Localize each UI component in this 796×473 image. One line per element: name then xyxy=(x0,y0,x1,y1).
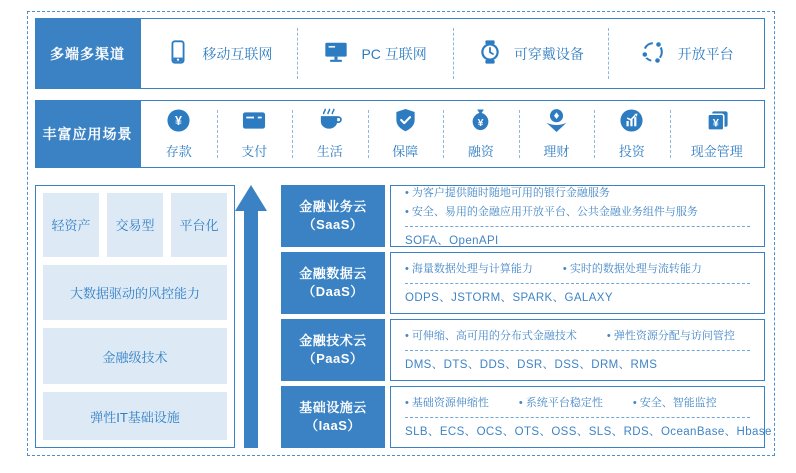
cloud-abbr: （PaaS） xyxy=(302,351,364,366)
scenario-item-deposit xyxy=(141,101,217,167)
dashed-divider xyxy=(405,226,750,227)
tech-products: DMS、DTS、DDS、DSR、DSS、DRM、RMS xyxy=(405,358,658,371)
channel-item-pc xyxy=(297,19,453,88)
cloud-name: 基础设施云 xyxy=(299,399,367,415)
cloud-row-daas xyxy=(281,252,765,314)
cloud-label-saas xyxy=(281,185,385,247)
cloud-abbr: （SaaS） xyxy=(302,217,364,232)
bullet-group xyxy=(405,185,750,221)
dashed-divider xyxy=(405,417,750,418)
tech-products: SLB、ECS、OCS、OTS、OSS、SLS、RDS、OceanBase、Hbase xyxy=(405,425,772,438)
scenario-label: 理财 xyxy=(543,144,570,159)
cloud-row-saas xyxy=(281,185,765,247)
scenarios-band xyxy=(35,100,765,168)
dashed-divider xyxy=(405,283,750,284)
capabilities-panel xyxy=(35,185,235,448)
channel-label: 移动互联网 xyxy=(202,45,273,62)
scenario-label: 融资 xyxy=(467,144,494,159)
bullet-group xyxy=(405,261,750,278)
channels-band xyxy=(35,18,765,89)
svg-text:¥: ¥ xyxy=(175,113,183,128)
cloud-content-daas xyxy=(390,252,765,314)
scenario-item-life xyxy=(292,101,368,167)
scenarios-band-label: 丰富应用场景 xyxy=(35,100,140,168)
monitor-icon xyxy=(322,39,350,68)
scenario-label: 生活 xyxy=(316,144,343,159)
cloud-name: 金融业务云 xyxy=(299,198,367,214)
cloud-abbr: （IaaS） xyxy=(305,418,361,433)
channel-label: PC 互联网 xyxy=(361,45,427,62)
channel-label: 开放平台 xyxy=(677,45,734,62)
tech-products: SOFA、OpenAPI xyxy=(405,234,499,247)
dashed-divider xyxy=(405,350,750,351)
cloud-name: 金融技术云 xyxy=(299,332,367,348)
capability-box-light-asset: 轻资产 xyxy=(43,193,99,257)
cloud-name: 金融数据云 xyxy=(299,265,367,281)
cloud-label-paas xyxy=(281,319,385,381)
scenario-item-cash xyxy=(670,101,764,167)
scenario-item-invest xyxy=(594,101,670,167)
bullet: • 安全、易用的金融应用开放平台、公共金融业务组件与服务 xyxy=(405,204,750,221)
channel-item-wearable xyxy=(453,19,609,88)
cloud-content-paas xyxy=(390,319,765,381)
scenario-label: 存款 xyxy=(165,144,192,159)
bullet-group xyxy=(405,395,750,412)
cloud-label-iaas xyxy=(281,386,385,448)
protection-icon xyxy=(393,108,418,136)
scenario-item-financing xyxy=(443,101,519,167)
cloud-stack xyxy=(281,185,772,448)
bullet: • 基础资源伸缩性 xyxy=(405,395,489,412)
payment-icon xyxy=(241,108,267,136)
cloud-content-iaas xyxy=(390,386,772,448)
bullet-group xyxy=(405,328,750,345)
capability-box-bigdata-risk: 大数据驱动的风控能力 xyxy=(43,265,227,321)
bullet: • 可伸缩、高可用的分布式金融技术 xyxy=(405,328,577,345)
bullet: • 海量数据处理与计算能力 xyxy=(405,261,533,278)
deposit-icon xyxy=(166,108,191,136)
mobile-icon xyxy=(165,38,191,69)
invest-icon xyxy=(619,108,644,136)
channel-item-open-platform xyxy=(608,19,764,88)
cloud-row-paas xyxy=(281,319,765,381)
bullet: • 为客户提供随时随地可用的银行金融服务 xyxy=(405,185,750,202)
capability-box-elastic-it: 弹性IT基础设施 xyxy=(43,392,227,440)
cash-icon xyxy=(704,108,730,136)
scenario-item-wealth xyxy=(519,101,595,167)
capability-box-transactional: 交易型 xyxy=(107,193,163,257)
scenarios-band-body xyxy=(140,100,765,168)
bullet: • 系统平台稳定性 xyxy=(519,395,603,412)
bullet: • 安全、智能监控 xyxy=(633,395,717,412)
scenario-label: 保障 xyxy=(392,144,419,159)
svg-text:¥: ¥ xyxy=(712,117,719,130)
capabilities-top-row xyxy=(43,193,227,257)
life-icon xyxy=(317,108,343,136)
bullet: • 弹性资源分配与访问管控 xyxy=(607,328,735,345)
up-arrow xyxy=(235,185,267,448)
watch-icon xyxy=(477,38,503,69)
tech-products: ODPS、JSTORM、SPARK、GALAXY xyxy=(405,291,613,304)
capability-box-fin-grade-tech: 金融级技术 xyxy=(43,328,227,384)
channel-label: 可穿戴设备 xyxy=(513,45,584,62)
financing-icon xyxy=(468,108,493,136)
scenario-item-protection xyxy=(368,101,444,167)
channel-item-mobile xyxy=(141,19,297,88)
cloud-row-iaas xyxy=(281,386,772,448)
channels-band-label: 多端多渠道 xyxy=(35,18,140,89)
cloud-label-daas xyxy=(281,252,385,314)
svg-text:¥: ¥ xyxy=(477,116,484,129)
scenario-item-payment xyxy=(217,101,293,167)
bullet: • 实时的数据处理与流转能力 xyxy=(563,261,702,278)
channels-band-body xyxy=(140,18,765,89)
cloud-abbr: （DaaS） xyxy=(302,284,364,299)
cloud-content-saas xyxy=(390,185,765,247)
capability-box-platform: 平台化 xyxy=(171,193,227,257)
wealth-icon xyxy=(544,108,569,136)
scenario-label: 现金管理 xyxy=(690,144,743,159)
scenario-label: 投资 xyxy=(618,144,645,159)
scenario-label: 支付 xyxy=(241,144,268,159)
open-platform-icon xyxy=(639,38,667,69)
